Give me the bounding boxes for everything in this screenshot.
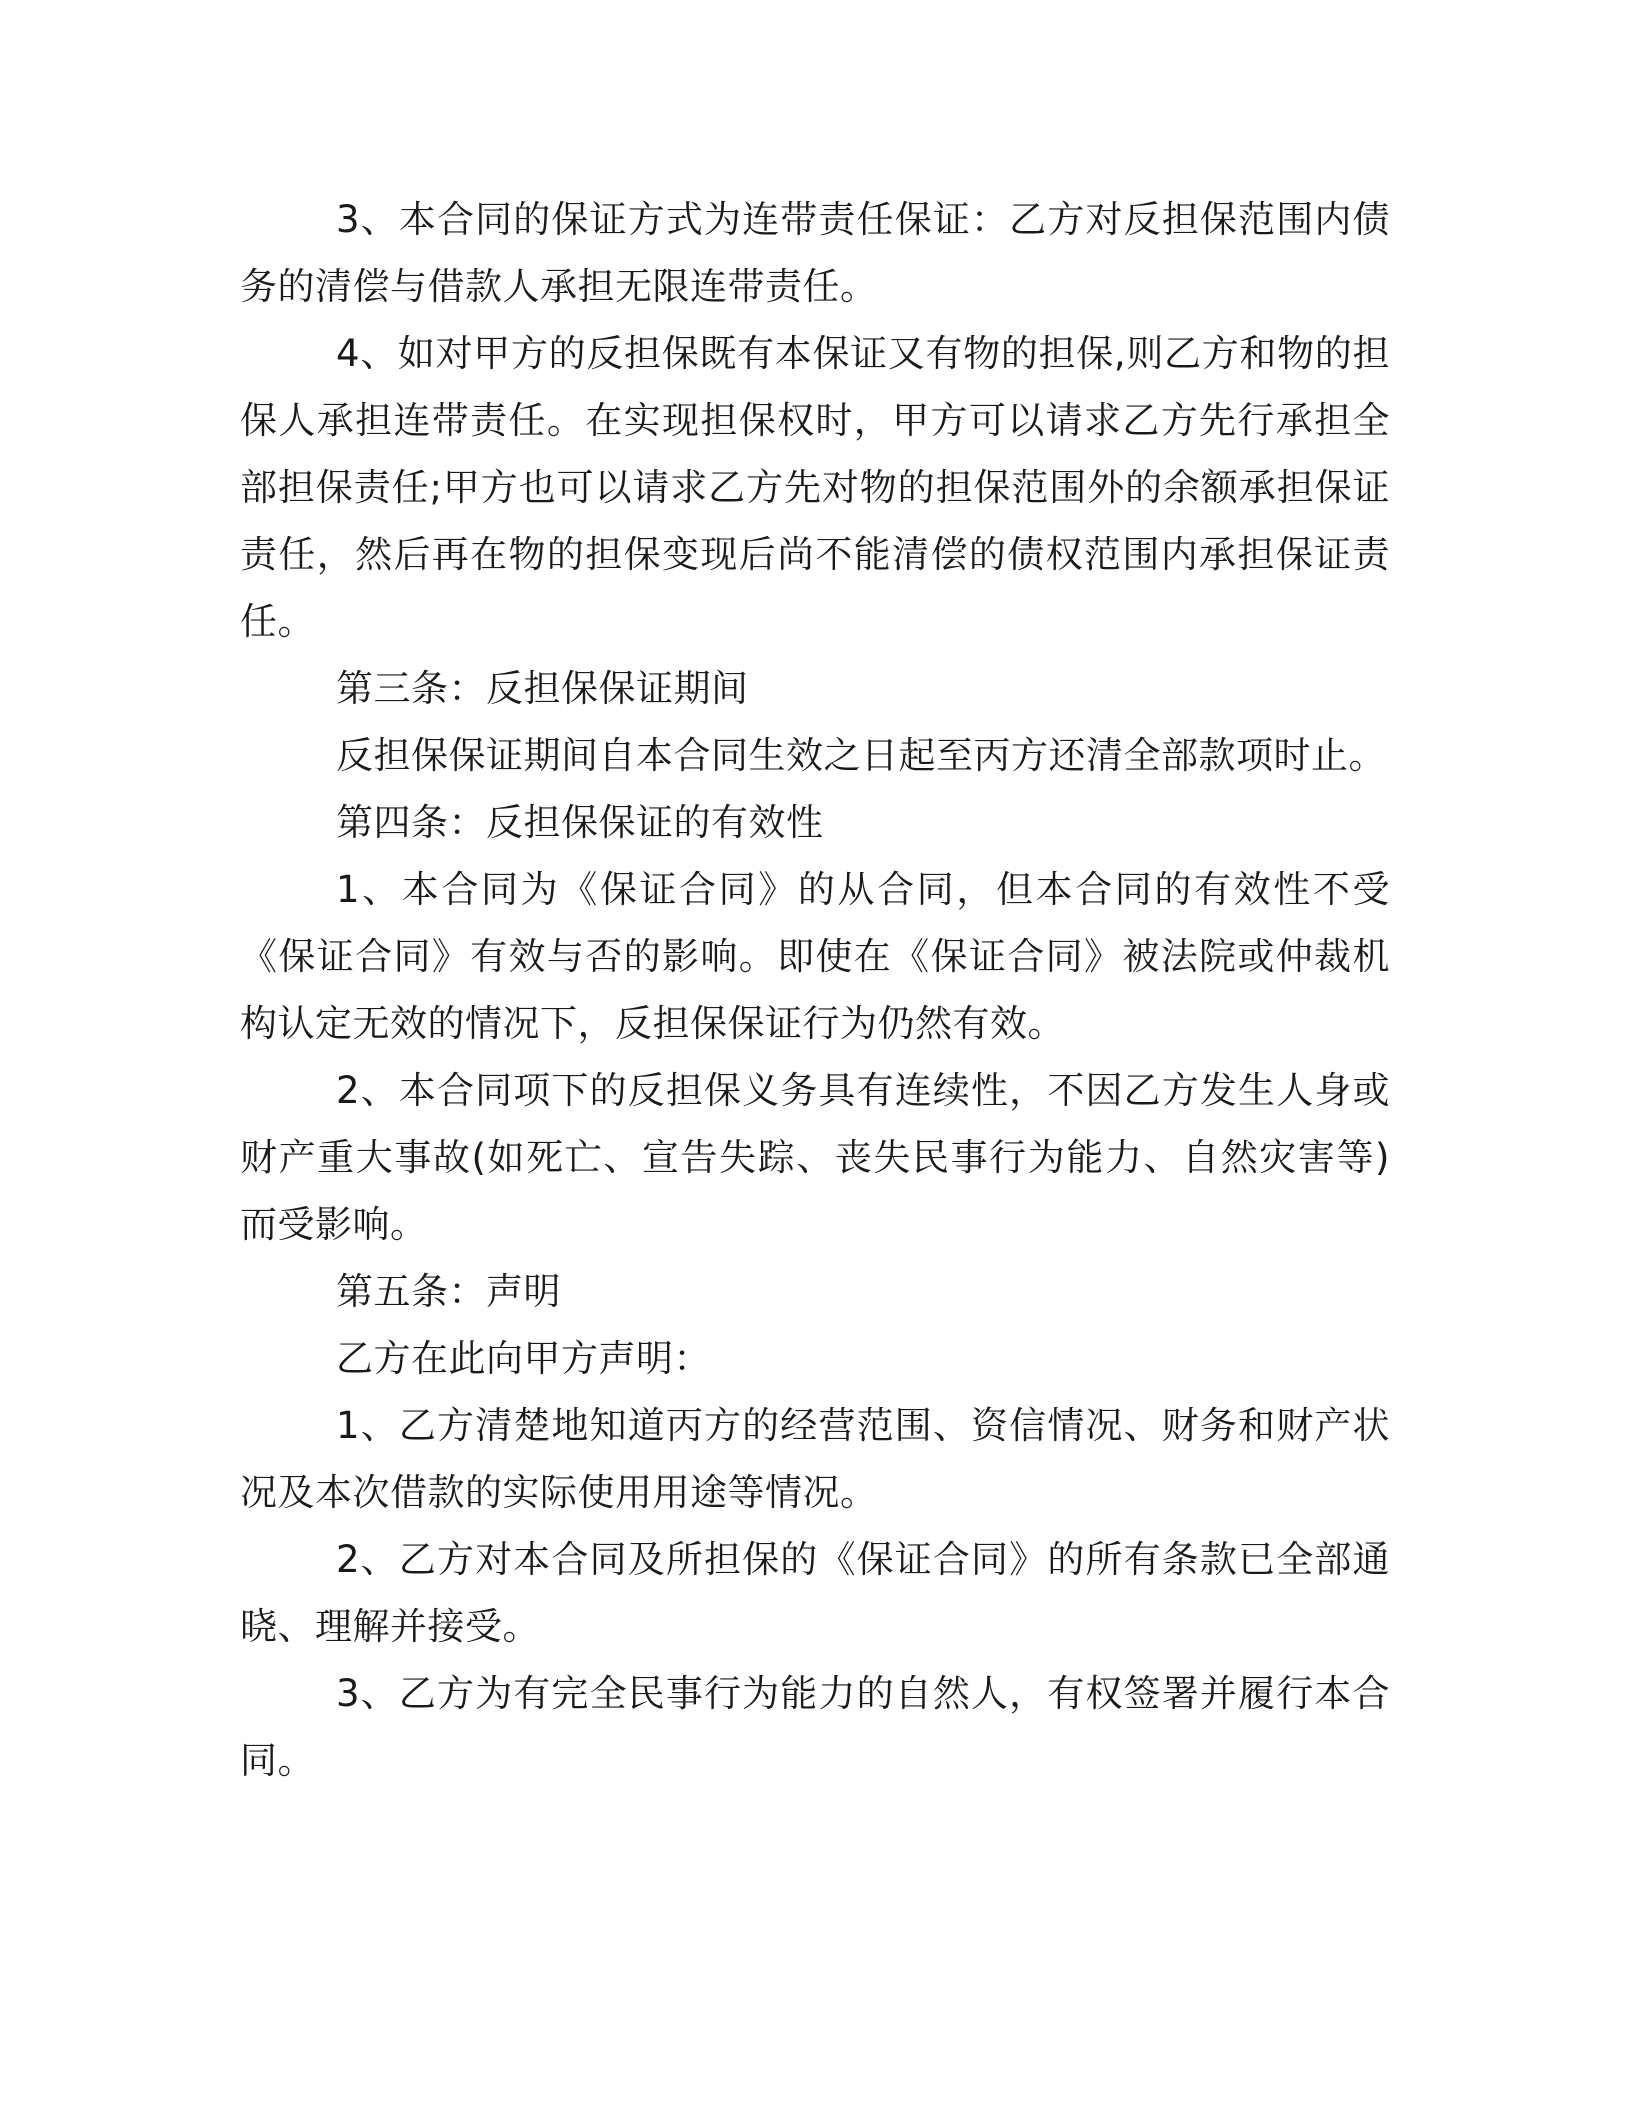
article-5-item-2: 2、乙方对本合同及所担保的《保证合同》的所有条款已全部通晓、理解并接受。: [240, 1538, 1390, 1648]
article-4-item-2: 2、本合同项下的反担保义务具有连续性，不因乙方发生人身或财产重大事故(如死亡、宣告失踪、丧失民事行为能力、自然灾害等)而受影响。: [240, 1069, 1390, 1246]
article-5-item-3: 3、乙方为有完全民事行为能力的自然人，有权签署并履行本合同。: [240, 1672, 1390, 1782]
document-body: [240, 186, 1390, 1794]
article-5-item-1: 1、乙方清楚地知道丙方的经营范围、资信情况、财务和财产状况及本次借款的实际使用用途等情况。: [240, 1404, 1390, 1514]
clause-4-joint-liability: 4、如对甲方的反担保既有本保证又有物的担保,则乙方和物的担保人承担连带责任。在实现担保权时，甲方可以请求乙方先行承担全部担保责任;甲方也可以请求乙方先对物的担保范围外的余额承担保证责任，然后再在物的担保变现后尚不能清偿的债权范围内承担保证责任。: [240, 332, 1390, 643]
article-4-heading: 第四条：反担保保证的有效性: [336, 801, 824, 844]
clause-3-guarantee-method: 3、本合同的保证方式为连带责任保证：乙方对反担保范围内债务的清偿与借款人承担无限连带责任。: [240, 198, 1390, 308]
article-5-intro: 乙方在此向甲方声明：: [336, 1337, 711, 1380]
article-5-heading: 第五条：声明: [336, 1270, 561, 1313]
article-4-item-1: 1、本合同为《保证合同》的从合同，但本合同的有效性不受《保证合同》有效与否的影响。即使在《保证合同》被法院或仲裁机构认定无效的情况下，反担保保证行为仍然有效。: [240, 868, 1390, 1045]
article-3-heading: 第三条：反担保保证期间: [336, 667, 749, 710]
article-3-period-text: 反担保保证期间自本合同生效之日起至丙方还清全部款项时止。: [336, 734, 1386, 777]
